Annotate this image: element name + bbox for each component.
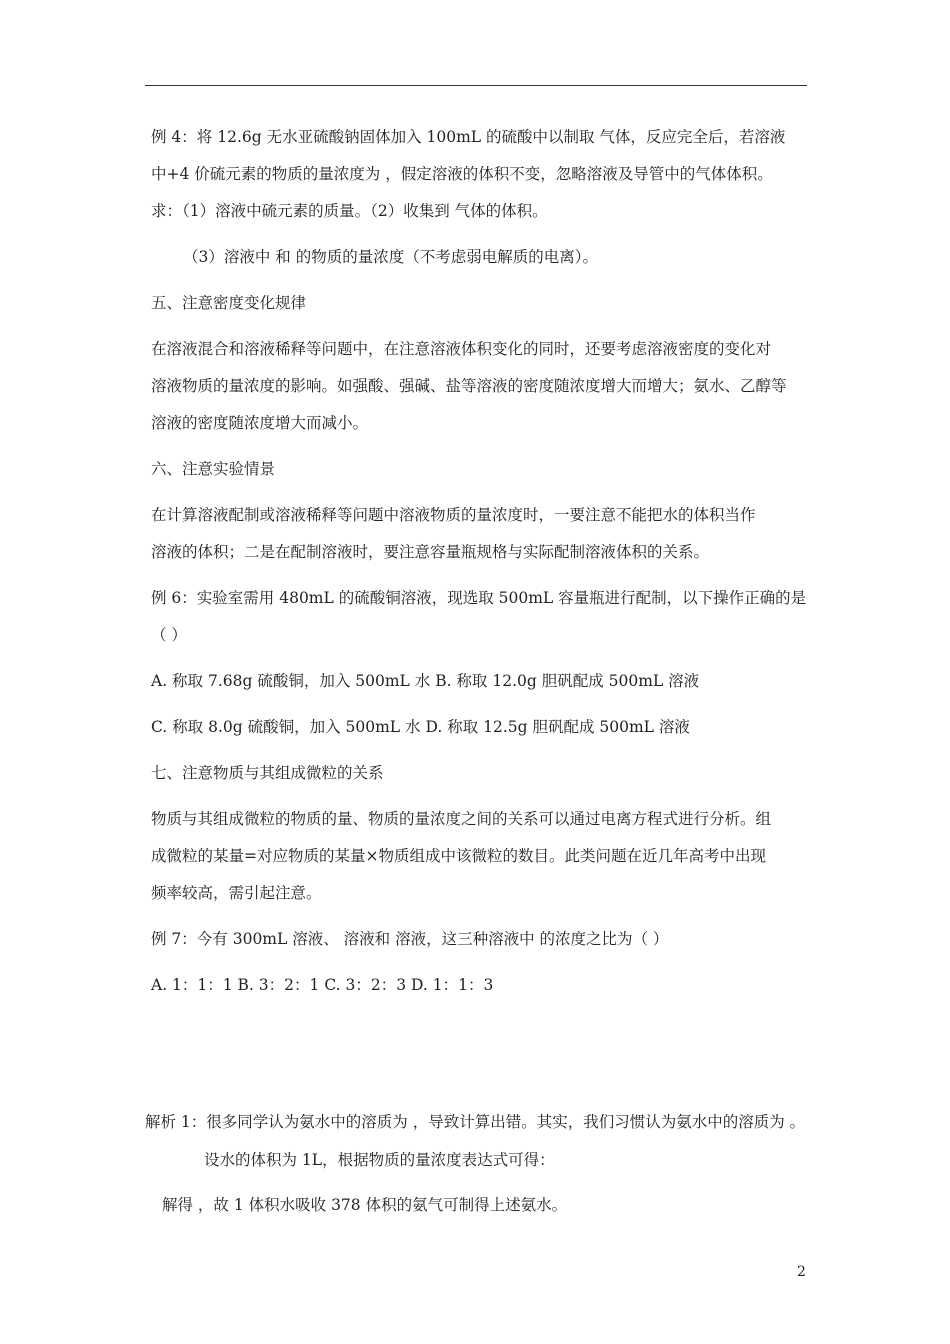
section-7-heading: 七、注意物质与其组成微粒的关系 xyxy=(151,764,384,782)
section-7-paragraph-line-3: 频率较高，需引起注意。 xyxy=(151,884,322,902)
section-5-paragraph-line-2: 溶液物质的量浓度的影响。如强酸、强碱、盐等溶液的密度随浓度增大而增大；氨水、乙醇等 xyxy=(151,377,787,395)
example-6-line-1: 例 6：实验室需用 480mL 的硫酸铜溶液，现选取 500mL 容量瓶进行配制，以下操作正确的是 xyxy=(151,589,807,607)
section-6-paragraph-line-2: 溶液的体积；二是在配制溶液时，要注意容量瓶规格与实际配制溶液体积的关系。 xyxy=(151,543,710,561)
example-7-options: A. 1：1：1 B. 3：2：1 C. 3：2：3 D. 1：1：3 xyxy=(151,976,494,994)
example-6-options-a-b: A. 称取 7.68g 硫酸铜，加入 500mL 水 B. 称取 12.0g 胆矾配成 500mL 溶液 xyxy=(151,672,700,690)
example-6-options-c-d: C. 称取 8.0g 硫酸铜，加入 500mL 水 D. 称取 12.5g 胆矾配成 500mL 溶液 xyxy=(151,718,690,736)
example-4-line-3: 求：（1）溶液中硫元素的质量。（2）收集到 气体的体积。 xyxy=(151,202,548,220)
example-4-line-2: 中+4 价硫元素的物质的量浓度为 ，假定溶液的体积不变，忽略溶液及导管中的气体体积。 xyxy=(151,165,773,183)
example-6-answer-blank: （ ） xyxy=(151,626,187,644)
section-7-paragraph-line-2: 成微粒的某量=对应物质的某量×物质组成中该微粒的数目。此类问题在近几年高考中出现 xyxy=(151,847,766,865)
analysis-1-line-3: 解得 ，故 1 体积水吸收 378 体积的氨气可制得上述氨水。 xyxy=(162,1196,568,1214)
section-5-paragraph-line-3: 溶液的密度随浓度增大而减小。 xyxy=(151,414,369,432)
example-4-line-1: 例 4：将 12.6g 无水亚硫酸钠固体加入 100mL 的硫酸中以制取 气体，反应完全后，若溶液 xyxy=(151,128,786,146)
analysis-1-line-1: 解析 1：很多同学认为氨水中的溶质为 ，导致计算出错。其实，我们习惯认为氨水中的溶质为 。 xyxy=(145,1113,806,1131)
analysis-1-line-2: 设水的体积为 1L，根据物质的量浓度表达式可得： xyxy=(204,1151,555,1169)
header-rule xyxy=(145,85,807,86)
section-5-heading: 五、注意密度变化规律 xyxy=(151,294,307,312)
page-number: 2 xyxy=(797,1264,806,1280)
example-4-line-4: （3）溶液中 和 的物质的量浓度（不考虑弱电解质的电离）。 xyxy=(183,248,598,266)
section-6-paragraph-line-1: 在计算溶液配制或溶液稀释等问题中溶液物质的量浓度时，一要注意不能把水的体积当作 xyxy=(151,506,756,524)
section-5-paragraph-line-1: 在溶液混合和溶液稀释等问题中，在注意溶液体积变化的同时，还要考虑溶液密度的变化对 xyxy=(151,340,772,358)
section-6-heading: 六、注意实验情景 xyxy=(151,460,276,478)
example-7-line-1: 例 7：今有 300mL 溶液、 溶液和 溶液，这三种溶液中 的浓度之比为（ ） xyxy=(151,930,669,948)
section-7-paragraph-line-1: 物质与其组成微粒的物质的量、物质的量浓度之间的关系可以通过电离方程式进行分析。组 xyxy=(151,810,772,828)
